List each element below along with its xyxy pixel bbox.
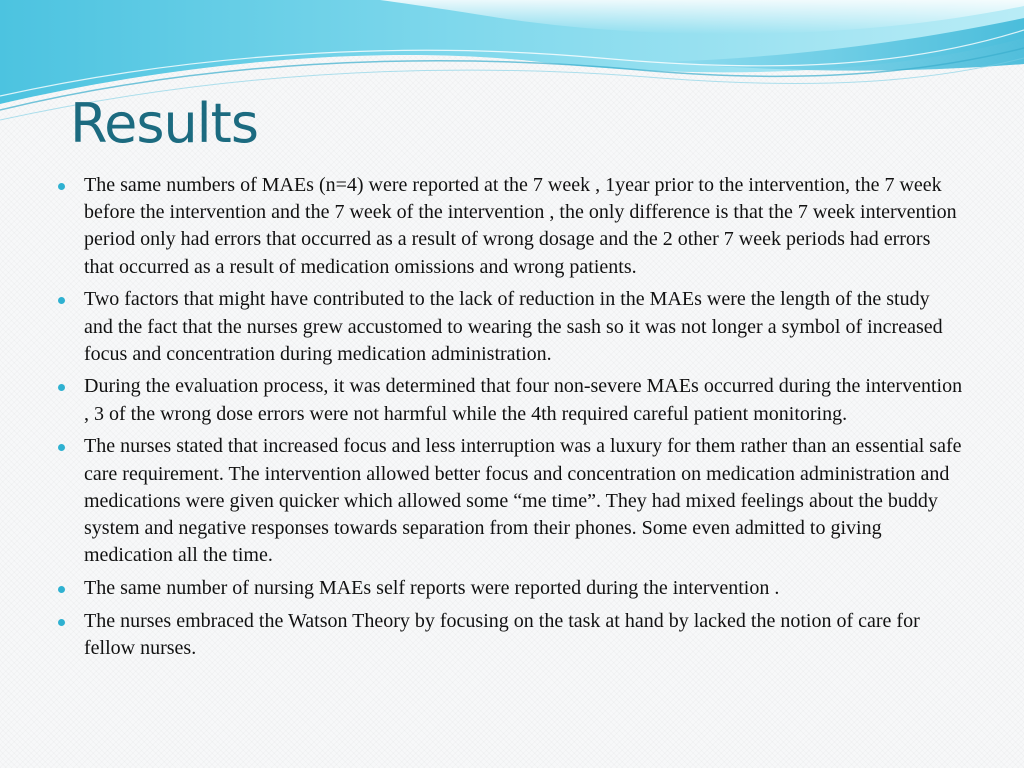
bullet-dot-icon bbox=[58, 297, 65, 304]
bullet-item bbox=[58, 373, 963, 427]
bullet-dot-icon bbox=[58, 586, 65, 593]
bullet-text: During the evaluation process, it was determined that four non-severe MAEs occurred during the intervention , 3 of the wrong dose errors were not harmful while the 4th required careful patient monitoring. bbox=[84, 375, 963, 425]
bullet-text: The nurses stated that increased focus and less interruption was a luxury for them rather than an essential safe care requirement. The intervention allowed better focus and concentration on medication administration and medications were given quicker which allowed some “me time”. They had mixed feelings about the buddy system and negative responses towards separation from their phones. Some even admitted to giving medication all the time. bbox=[84, 435, 962, 567]
bullet-text: The nurses embraced the Watson Theory by focusing on the task at hand by lacked the notion of care for fellow nurses. bbox=[84, 609, 920, 659]
bullet-dot-icon bbox=[58, 444, 65, 451]
bullet-item bbox=[58, 433, 963, 569]
bullet-text: The same number of nursing MAEs self reports were reported during the intervention . bbox=[84, 576, 780, 599]
slide-title: Results bbox=[70, 92, 258, 155]
bullet-dot-icon bbox=[58, 619, 65, 626]
bullet-text: Two factors that might have contributed to the lack of reduction in the MAEs were the length of the study and the fact that the nurses grew accustomed to wearing the sash so it was not longer a symbol of increased focus and concentration during medication administration. bbox=[84, 288, 943, 365]
results-bullet-list bbox=[58, 172, 963, 667]
bullet-text: The same numbers of MAEs (n=4) were reported at the 7 week , 1year prior to the intervention, the 7 week before the intervention and the 7 week of the intervention , the only difference is that the 7 week intervention period only had errors that occurred as a result of wrong dosage and the 2 other 7 week periods had errors that occurred as a result of medication omissions and wrong patients. bbox=[84, 174, 957, 278]
bullet-item bbox=[58, 286, 963, 368]
bullet-dot-icon bbox=[58, 384, 65, 391]
bullet-item bbox=[58, 608, 963, 662]
bullet-item bbox=[58, 172, 963, 281]
bullet-item bbox=[58, 575, 963, 602]
bullet-dot-icon bbox=[58, 183, 65, 190]
